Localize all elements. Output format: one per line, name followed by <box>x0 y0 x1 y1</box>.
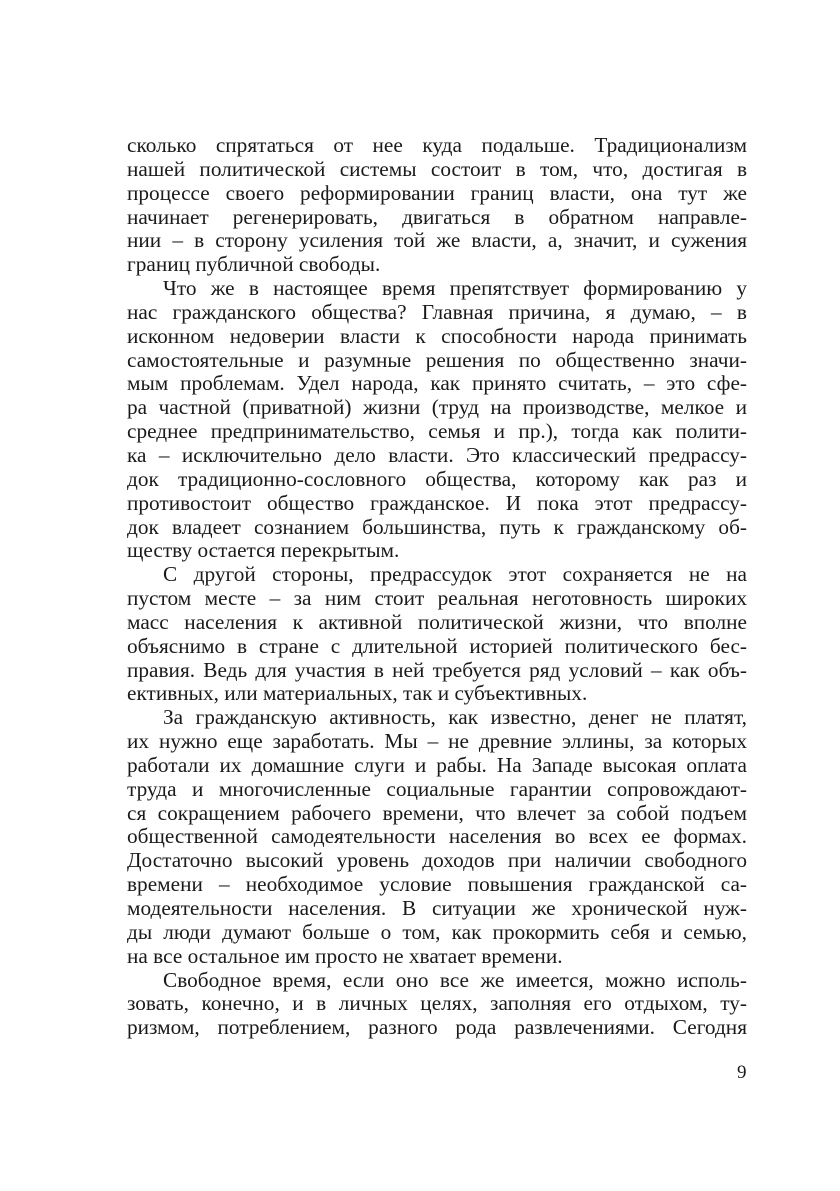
text-line: среднее предпринимательство, семья и пр.), тогда как полити- <box>127 419 747 444</box>
text-line: ра частной (приватной) жизни (труд на производстве, мелкое и <box>127 395 747 420</box>
text-line: мым проблемам. Удел народа, как принято считать, – это сфе- <box>127 371 747 396</box>
text-line: ществу остается перекрытым. <box>127 538 400 563</box>
text-line: ективных, или материальных, так и субъективных. <box>127 681 588 706</box>
text-line: границ публичной свободы. <box>127 252 381 277</box>
text-line: док традиционно-сословного общества, которому как раз и <box>127 466 747 491</box>
text-line: ды люди думают больше о том, как прокормить себя и семью, <box>127 919 747 944</box>
paragraph <box>127 277 747 563</box>
text-line: ка – исключительно дело власти. Это классический предрассу- <box>127 442 747 467</box>
text-line: нашей политической системы состоит в том, что, достигая в <box>127 156 747 181</box>
text-line: времени – необходимое условие повышения гражданской са- <box>127 872 747 897</box>
page-body <box>127 134 747 1040</box>
text-line: масс населения к активной политической жизни, что вполне <box>127 609 747 634</box>
text-line: Свободное время, если оно все же имеется, можно исполь- <box>163 967 747 992</box>
text-line: пустом месте – за ним стоит реальная неготовность широких <box>127 586 747 611</box>
paragraph <box>127 969 747 1041</box>
page-number: 9 <box>737 1062 747 1083</box>
text-line: самостоятельные и разумные решения по общественно значи- <box>127 347 747 372</box>
paragraph <box>127 706 747 968</box>
paragraph <box>127 134 747 277</box>
text-line: их нужно еще заработать. Мы – не древние эллины, за которых <box>127 729 747 754</box>
text-line: сколько спрятаться от нее куда подальше. Традиционализм <box>127 133 747 157</box>
text-line: работали их домашние слуги и рабы. На Западе высокая оплата <box>127 752 747 777</box>
text-line: начинает регенерировать, двигаться в обратном направле- <box>127 204 747 229</box>
text-line: Достаточно высокий уровень доходов при наличии свободного <box>127 848 747 873</box>
text-line: ся сокращением рабочего времени, что влечет за собой подъем <box>127 800 747 825</box>
text-line: За гражданскую активность, как известно, денег не платят, <box>163 705 747 730</box>
text-line: зовать, конечно, и в личных целях, заполняя его отдыхом, ту- <box>127 991 747 1016</box>
text-line: процессе своего реформировании границ власти, она тут же <box>127 180 747 205</box>
text-line: Что же в настоящее время препятствует формированию у <box>163 276 747 301</box>
text-line: труда и многочисленные социальные гарантии сопровождают- <box>127 776 747 801</box>
text-line: С другой стороны, предрассудок этот сохраняется не на <box>163 562 747 587</box>
text-line: общественной самодеятельности населения во всех ее формах. <box>127 824 747 849</box>
text-line: объяснимо в стране с длительной историей политического бес- <box>127 633 747 658</box>
text-line: модеятельности населения. В ситуации же хронической нуж- <box>127 896 747 920</box>
text-line: док владеет сознанием большинства, путь к гражданскому об- <box>127 514 747 539</box>
paragraph <box>127 563 747 706</box>
text-line: ризмом, потреблением, разного рода развлечениями. Сегодня <box>127 1015 747 1040</box>
text-line: нии – в сторону усиления той же власти, а, значит, и сужения <box>127 228 747 253</box>
text-line: исконном недоверии власти к способности народа принимать <box>127 323 747 348</box>
text-line: на все остальное им просто не хватает времени. <box>127 943 563 968</box>
text-line: правия. Ведь для участия в ней требуется ряд условий – как объ- <box>127 657 747 682</box>
text-line: противостоит общество гражданское. И пока этот предрассу- <box>127 490 747 515</box>
text-line: нас гражданского общества? Главная причина, я думаю, – в <box>127 299 747 324</box>
